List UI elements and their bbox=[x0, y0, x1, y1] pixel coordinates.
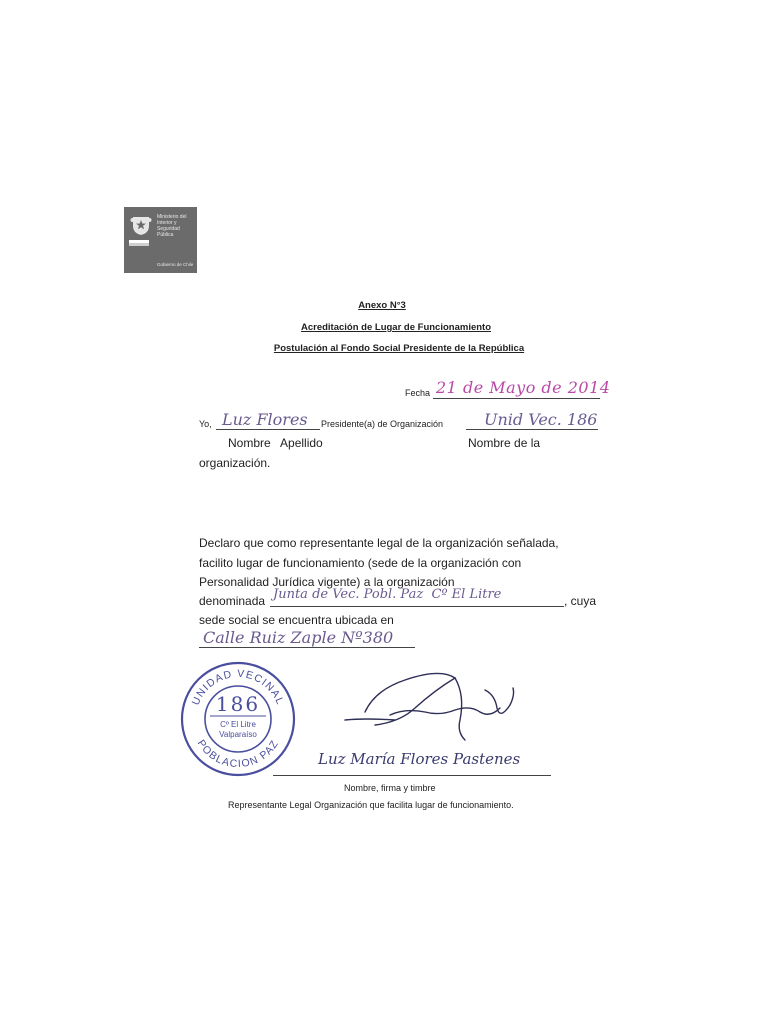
name-caption: Nombre Apellido bbox=[228, 436, 323, 450]
name-value: Luz Flores bbox=[222, 410, 308, 429]
stamp-number: 186 bbox=[215, 692, 261, 716]
organization-line bbox=[466, 429, 598, 430]
signature-footer: Representante Legal Organización que facilita lugar de funcionamiento. bbox=[228, 800, 514, 810]
organization-caption: Nombre de la bbox=[468, 436, 541, 450]
coat-of-arms-icon bbox=[130, 214, 152, 236]
cuya-label: , cuya bbox=[564, 594, 597, 608]
government-label: Gobierno de Chile bbox=[157, 262, 194, 267]
ministry-logo bbox=[124, 207, 197, 273]
signer-printed-name: Luz María Flores Pastenes bbox=[318, 750, 521, 768]
organization-stamp bbox=[180, 661, 296, 777]
stamp-line-2: Valparaíso bbox=[219, 730, 257, 739]
declaration-line-3: Personalidad Jurídica vigente) a la organización bbox=[199, 575, 455, 589]
ministry-name: Ministerio del Interior y Seguridad Pública bbox=[157, 214, 187, 238]
signature-caption: Nombre, firma y timbre bbox=[344, 783, 436, 793]
stamp-line-1: Cº El Litre bbox=[220, 720, 256, 729]
denominada-value: Junta de Vec. Pobl. Paz Cº El Litre bbox=[273, 587, 502, 602]
date-label: Fecha bbox=[405, 388, 431, 398]
flag-bar-grey bbox=[129, 243, 149, 246]
declaration-line-2: facilito lugar de funcionamiento (sede de la organización con bbox=[199, 556, 522, 570]
address-value: Calle Ruiz Zaple Nº380 bbox=[203, 628, 394, 647]
date-line bbox=[433, 398, 600, 399]
denominada-label: denominada bbox=[199, 594, 266, 608]
organization-value: Unid Vec. 186 bbox=[484, 410, 598, 429]
organization-caption-cont: organización. bbox=[199, 456, 271, 470]
date-value: 21 de Mayo de 2014 bbox=[436, 378, 611, 397]
stamp-top-text: UNIDAD VECINAL bbox=[189, 667, 287, 708]
annex-title: Anexo N°3 bbox=[358, 300, 406, 311]
denominada-line bbox=[270, 606, 564, 607]
address-line bbox=[199, 647, 415, 648]
declaration-line-5: sede social se encuentra ubicada en bbox=[199, 613, 394, 627]
name-line bbox=[216, 429, 320, 430]
document-title: Acreditación de Lugar de Funcionamiento bbox=[300, 322, 492, 333]
president-label: Presidente(a) de Organización bbox=[321, 419, 444, 429]
document-subtitle: Postulación al Fondo Social Presidente de la República bbox=[273, 343, 525, 354]
declaration-line-1: Declaro que como representante legal de la organización señalada, bbox=[199, 536, 559, 550]
signature-line bbox=[273, 775, 551, 776]
yo-label: Yo, bbox=[199, 419, 212, 429]
stamp-bottom-text: POBLACION PAZ bbox=[194, 737, 282, 771]
